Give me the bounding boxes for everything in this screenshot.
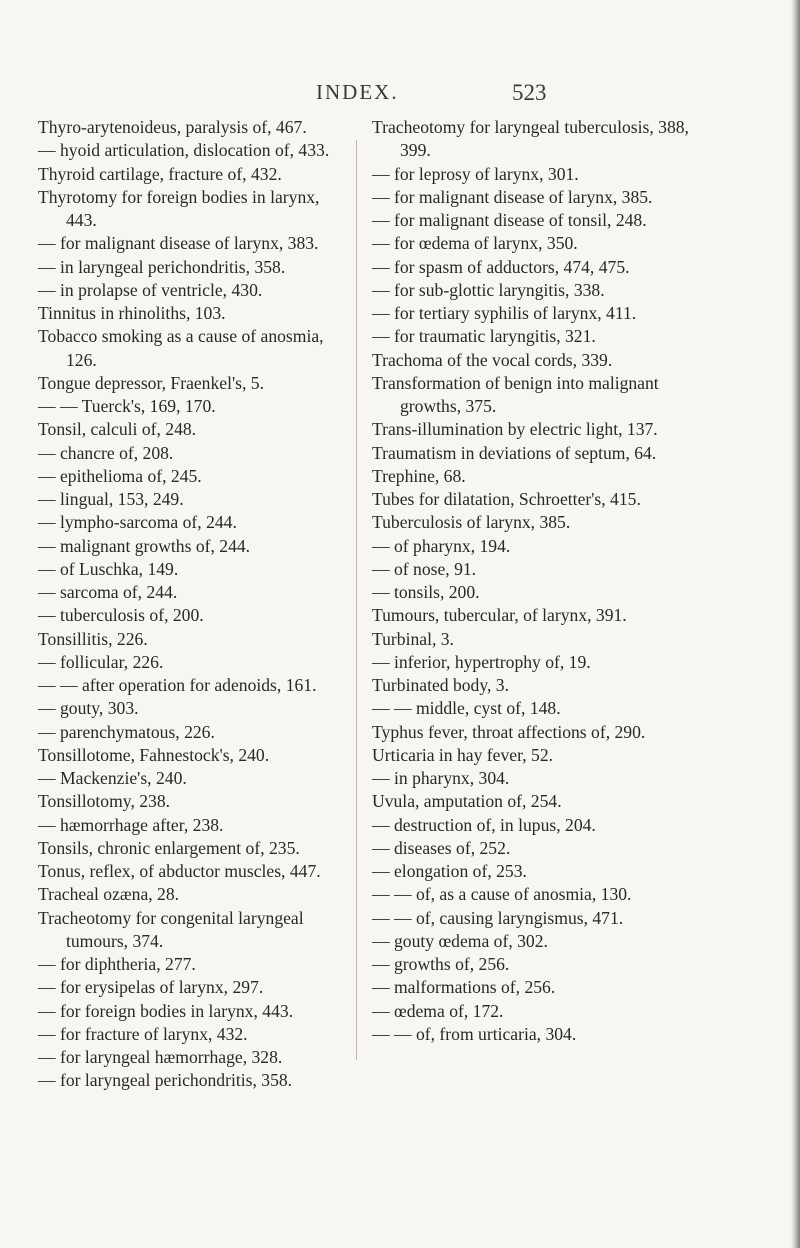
index-entry: Tonsils, chronic enlargement of, 235. [38,837,300,858]
index-entry: Traumatism in deviations of septum, 64. [372,442,657,463]
index-entry: Thyroid cartilage, fracture of, 432. [38,163,282,184]
index-entry: — for malignant disease of larynx, 383. [38,233,319,254]
index-entry: — tonsils, 200. [372,582,480,602]
index-entry: Tubes for dilatation, Schroetter's, 415. [372,489,641,509]
page-header [0,80,800,110]
index-entry: — for laryngeal perichondritis, 358. [38,1070,293,1091]
index-entry: — gouty, 303. [38,698,139,719]
index-entry: Thyrotomy for foreign bodies in larynx, 443. [38,186,320,230]
index-entry: — tuberculosis of, 200. [38,605,204,626]
right-index-column [372,116,702,1046]
index-entry: — malformations of, 256. [372,977,556,998]
index-entry: — in laryngeal perichondritis, 358. [38,256,286,277]
index-entry: — for sub-glottic laryngitis, 338. [372,279,605,300]
index-entry: — for traumatic laryngitis, 321. [372,326,596,347]
column-divider [356,140,357,1060]
index-entry: — — of, from urticaria, 304. [372,1023,577,1044]
index-entry: Tonsillotome, Fahnestock's, 240. [38,744,270,765]
index-entry: — — after operation for adenoids, 161. [38,675,317,695]
running-title: INDEX. [316,80,399,104]
index-entry: Trans-illumination by electric light, 137. [372,419,658,440]
index-entry: Tonsillotomy, 238. [38,791,171,812]
index-entry: — for foreign bodies in larynx, 443. [38,1000,294,1021]
index-entry: — follicular, 226. [38,651,164,672]
index-entry: Tonsil, calculi of, 248. [38,419,197,440]
index-entry: Tracheal ozæna, 28. [38,884,180,905]
index-entry: — for leprosy of larynx, 301. [372,163,579,184]
index-entry: — lingual, 153, 249. [38,489,184,509]
index-entry: Tuberculosis of larynx, 385. [372,512,571,533]
index-entry: — for œdema of larynx, 350. [372,233,578,254]
index-entry: — for laryngeal hæmorrhage, 328. [38,1047,283,1067]
index-entry: Typhus fever, throat affections of, 290. [372,721,646,742]
index-entry: Tracheotomy for laryngeal tuberculosis, 388, 399. [372,117,689,161]
index-entry: — destruction of, in lupus, 204. [372,814,596,835]
page-edge-shadow [791,0,800,1248]
index-entry: — — Tuerck's, 169, 170. [38,396,216,416]
index-entry: — epithelioma of, 245. [38,465,202,486]
index-entry: Tonsillitis, 226. [38,628,148,649]
index-entry: Trachoma of the vocal cords, 339. [372,349,613,370]
index-entry: — parenchymatous, 226. [38,721,215,742]
index-entry: — for erysipelas of larynx, 297. [38,977,264,998]
index-entry: — — middle, cyst of, 148. [372,698,561,719]
index-entry: Tracheotomy for congenital laryngeal tumours, 374. [38,907,304,951]
index-entry: — gouty œdema of, 302. [372,930,548,951]
index-entry: — hyoid articulation, dislocation of, 433. [38,140,330,161]
index-entry: — for malignant disease of larynx, 385. [372,186,653,207]
index-entry: Tongue depressor, Fraenkel's, 5. [38,372,264,393]
index-entry: Urticaria in hay fever, 52. [372,744,554,765]
index-entry: — lympho-sarcoma of, 244. [38,512,237,533]
index-entry: — growths of, 256. [372,954,510,974]
index-entry: Tonus, reflex, of abductor muscles, 447. [38,861,321,881]
index-entry: — for tertiary syphilis of larynx, 411. [372,303,637,323]
index-entry: — of nose, 91. [372,558,477,579]
index-entry: — for diphtheria, 277. [38,954,196,974]
index-entry: Thyro-arytenoideus, paralysis of, 467. [38,117,307,137]
index-entry: — for fracture of larynx, 432. [38,1023,248,1044]
index-entry: Turbinal, 3. [372,628,454,649]
index-entry: Trephine, 68. [372,465,466,486]
index-entry: — of Luschka, 149. [38,558,179,579]
left-index-column [38,116,348,1093]
index-entry: Tumours, tubercular, of larynx, 391. [372,605,627,626]
index-entry: Uvula, amputation of, 254. [372,791,562,812]
index-entry: — sarcoma of, 244. [38,582,178,602]
index-entry: Transformation of benign into malignant growths, 375. [372,372,659,416]
index-entry: — — of, as a cause of anosmia, 130. [372,884,632,905]
index-entry: Tinnitus in rhinoliths, 103. [38,303,226,323]
index-entry: — of pharynx, 194. [372,535,511,556]
index-entry: — malignant growths of, 244. [38,535,251,556]
index-entry: — for malignant disease of tonsil, 248. [372,210,647,230]
index-entry: — diseases of, 252. [372,837,511,858]
index-entry: — inferior, hypertrophy of, 19. [372,651,591,672]
index-entry: — elongation of, 253. [372,861,527,881]
index-entry: — in prolapse of ventricle, 430. [38,279,263,300]
index-entry: — — of, causing laryngismus, 471. [372,907,624,928]
index-entry: — œdema of, 172. [372,1000,504,1021]
index-entry: — hæmorrhage after, 238. [38,814,224,835]
index-entry: — in pharynx, 304. [372,768,510,788]
page-number: 523 [512,80,547,105]
index-entry: — for spasm of adductors, 474, 475. [372,256,630,277]
index-entry: Turbinated body, 3. [372,675,510,695]
index-entry: — Mackenzie's, 240. [38,768,187,788]
index-entry: — chancre of, 208. [38,442,174,463]
index-entry: Tobacco smoking as a cause of anosmia, 126. [38,326,324,370]
